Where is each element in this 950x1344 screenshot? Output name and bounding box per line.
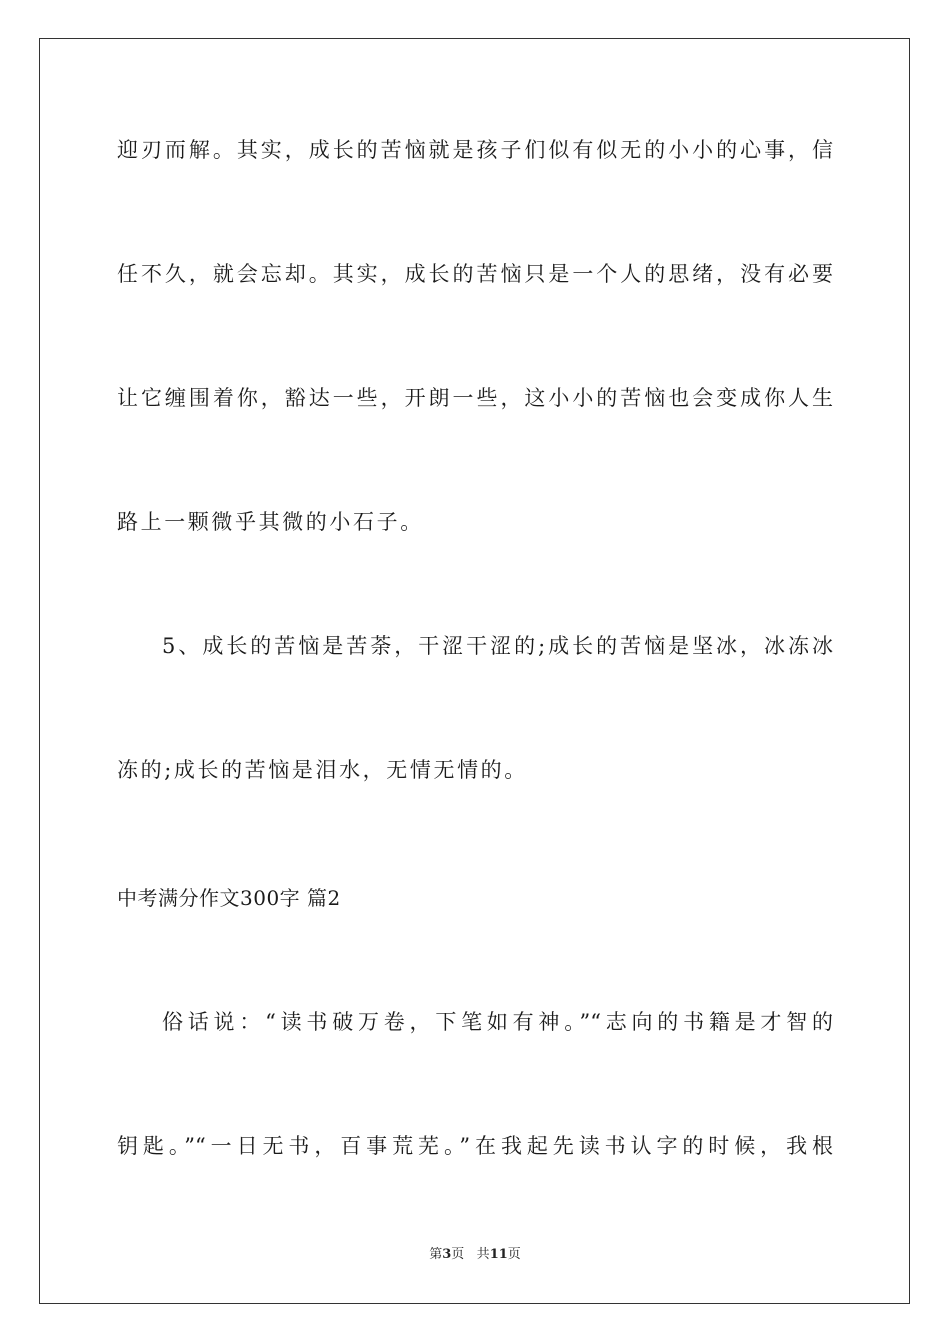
- page-label-prefix: 第: [429, 1247, 443, 1262]
- page-footer: [0, 1246, 950, 1264]
- paragraph-line-8: 钥匙。”“一日无书，百事荒芜。”在我起先读书认字的时候，我根: [117, 1134, 833, 1158]
- paragraph-line-1: 迎刃而解。其实，成长的苦恼就是孩子们似有似无的小小的心事，信: [117, 138, 833, 162]
- page-label-suffix: 页: [451, 1247, 465, 1262]
- total-pages: 11: [489, 1247, 508, 1262]
- total-suffix: 页: [507, 1247, 521, 1262]
- page-number: 3: [442, 1247, 452, 1262]
- paragraph-line-2: 任不久，就会忘却。其实，成长的苦恼只是一个人的思绪，没有必要: [117, 262, 833, 286]
- paragraph-line-7: 俗话说：“读书破万卷，下笔如有神。”“志向的书籍是才智的: [162, 1010, 833, 1034]
- paragraph-line-6: 冻的;成长的苦恼是泪水，无情无情的。: [117, 758, 528, 782]
- total-prefix: 共: [476, 1247, 490, 1262]
- paragraph-line-5: 5、成长的苦恼是苦荼，干涩干涩的;成长的苦恼是坚冰，冰冻冰: [162, 634, 833, 658]
- page-border: [39, 38, 910, 1304]
- section-heading: 中考满分作文300字 篇2: [117, 886, 341, 910]
- paragraph-line-3: 让它缠围着你，豁达一些，开朗一些，这小小的苦恼也会变成你人生: [117, 386, 833, 410]
- paragraph-line-4: 路上一颗微乎其微的小石子。: [117, 510, 424, 534]
